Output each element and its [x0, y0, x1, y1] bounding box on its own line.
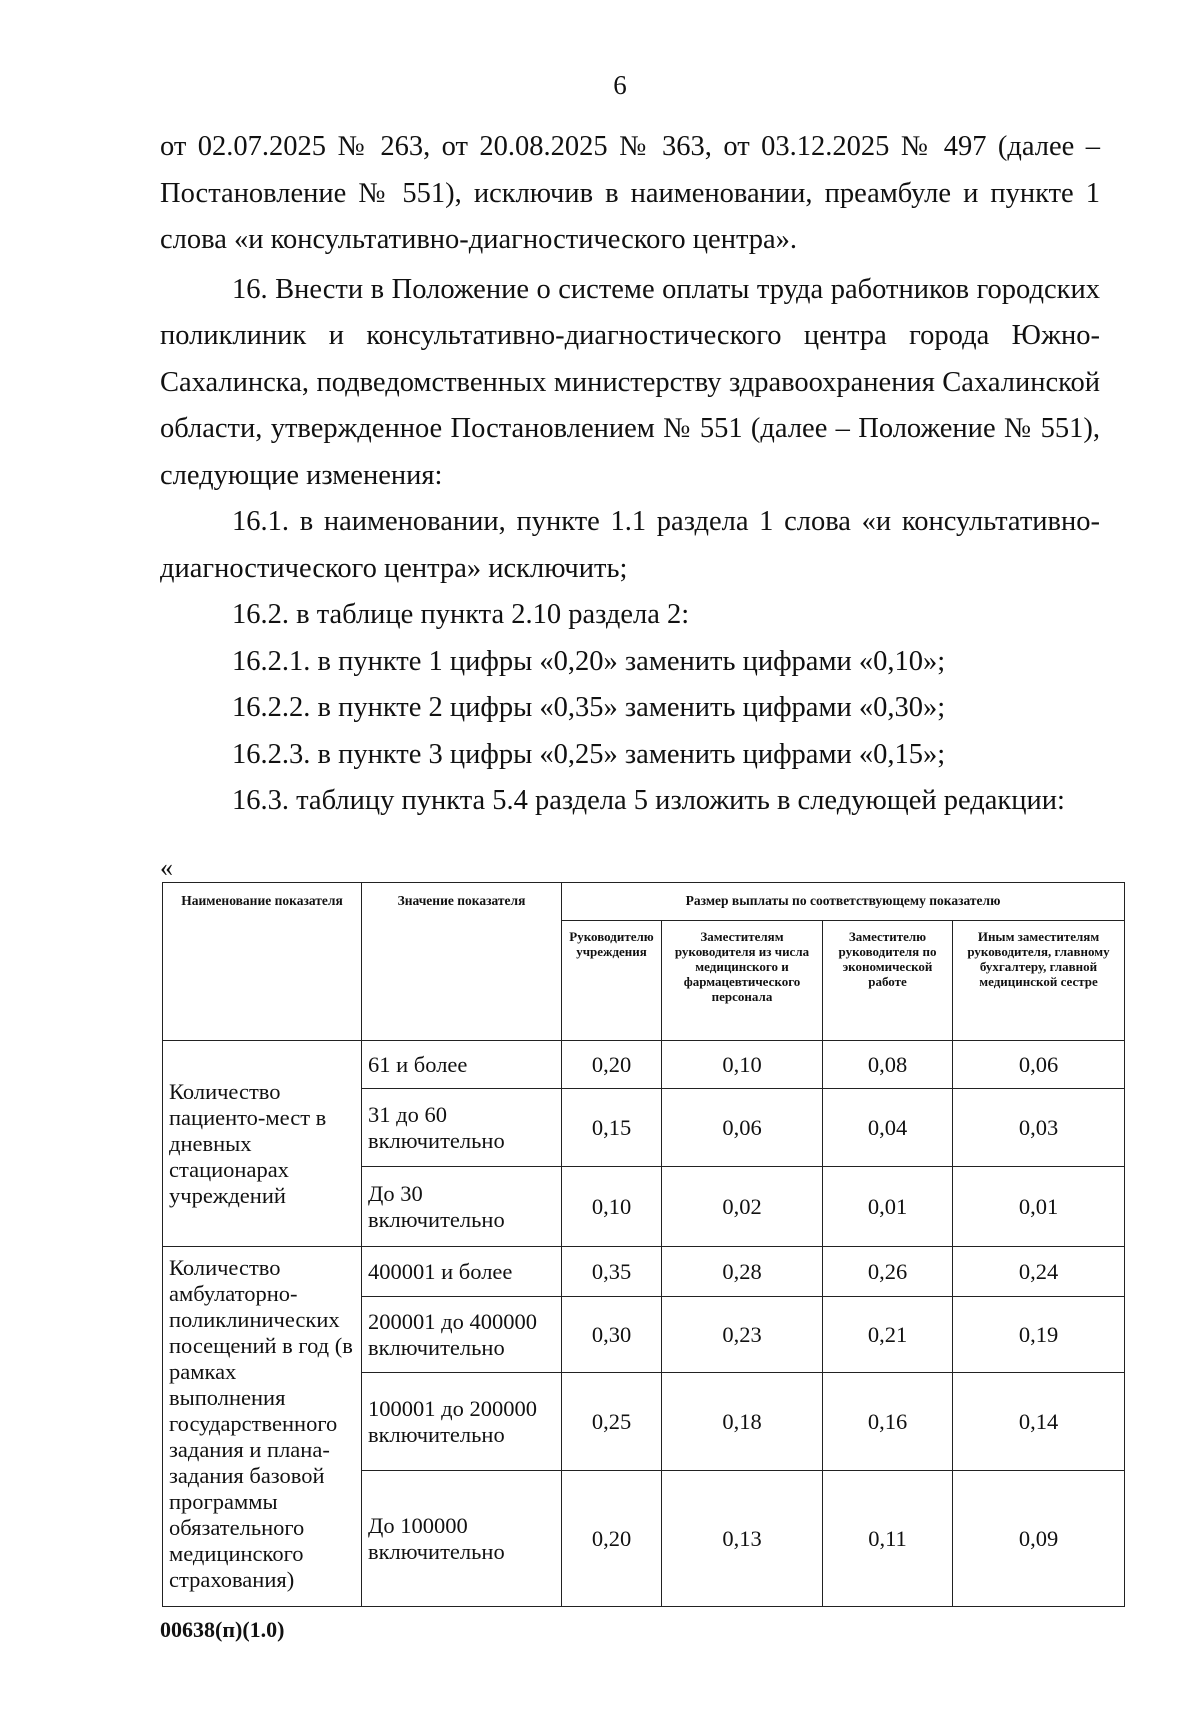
value-cell: 0,08: [823, 1041, 953, 1089]
paragraph: 16.1. в наименовании, пункте 1.1 раздела 1 слова «и консультативно-диагностического центра» исключить;: [160, 506, 1100, 584]
value-cell: 0,25: [562, 1373, 662, 1471]
table-row: [163, 1247, 1125, 1297]
value-cell: 0,02: [662, 1167, 823, 1247]
header-payment-size: Размер выплаты по соответствующему показателю: [562, 883, 1125, 921]
paragraph: 16.2. в таблице пункта 2.10 раздела 2:: [232, 599, 690, 630]
table-row: [163, 1041, 1125, 1089]
value-cell: 0,03: [953, 1089, 1125, 1167]
value-cell: 0,06: [662, 1089, 823, 1167]
indicator-range: До 100000 включительно: [362, 1471, 562, 1607]
indicator-range: 61 и более: [362, 1041, 562, 1089]
value-cell: 0,01: [823, 1167, 953, 1247]
indicator-range: 200001 до 400000 включительно: [362, 1297, 562, 1373]
value-cell: 0,19: [953, 1297, 1125, 1373]
value-cell: 0,20: [562, 1041, 662, 1089]
value-cell: 0,11: [823, 1471, 953, 1607]
page-number: 6: [613, 70, 627, 100]
value-cell: 0,10: [562, 1167, 662, 1247]
paragraph: от 02.07.2025 № 263, от 20.08.2025 № 363, от 03.12.2025 № 497 (далее – Постановление № 551), исключив в наименовании, преамбуле и пункте 1 слова «и консультативно-диагностического центра».: [160, 131, 1100, 255]
value-cell: 0,01: [953, 1167, 1125, 1247]
value-cell: 0,23: [662, 1297, 823, 1373]
value-cell: 0,35: [562, 1247, 662, 1297]
value-cell: 0,10: [662, 1041, 823, 1089]
paragraph: 16.2.2. в пункте 2 цифры «0,35» заменить цифрами «0,30»;: [232, 692, 946, 723]
header-deputies-medical: Заместителям руководителя из числа медицинского и фармацевтического персонала: [662, 921, 823, 1041]
value-cell: 0,26: [823, 1247, 953, 1297]
body-text: [160, 124, 1100, 825]
value-cell: 0,15: [562, 1089, 662, 1167]
indicator-range: 31 до 60 включительно: [362, 1089, 562, 1167]
paragraph: 16.3. таблицу пункта 5.4 раздела 5 изложить в следующей редакции:: [232, 785, 1065, 816]
value-cell: 0,04: [823, 1089, 953, 1167]
header-deputy-economic: Заместителю руководителя по экономической работе: [823, 921, 953, 1041]
indicator-range: 100001 до 200000 включительно: [362, 1373, 562, 1471]
value-cell: 0,21: [823, 1297, 953, 1373]
indicator-name: Количество пациенто-мест в дневных стационарах учреждений: [163, 1041, 362, 1247]
indicator-range: До 30 включительно: [362, 1167, 562, 1247]
value-cell: 0,16: [823, 1373, 953, 1471]
value-cell: 0,14: [953, 1373, 1125, 1471]
header-indicator-name: Наименование показателя: [163, 883, 362, 1041]
value-cell: 0,24: [953, 1247, 1125, 1297]
document-code: 00638(п)(1.0): [160, 1617, 285, 1642]
value-cell: 0,06: [953, 1041, 1125, 1089]
indicator-name: Количество амбулаторно-поликлинических посещений в год (в рамках выполнения государственного задания и плана-задания базовой программы обязательного медицинского страхования): [163, 1247, 362, 1607]
paragraph: 16.2.3. в пункте 3 цифры «0,25» заменить цифрами «0,15»;: [232, 738, 946, 770]
value-cell: 0,18: [662, 1373, 823, 1471]
value-cell: 0,13: [662, 1471, 823, 1607]
payment-table: [162, 882, 1125, 1607]
value-cell: 0,28: [662, 1247, 823, 1297]
value-cell: 0,30: [562, 1297, 662, 1373]
header-indicator-value: Значение показателя: [362, 883, 562, 1041]
paragraph: 16.2.1. в пункте 1 цифры «0,20» заменить цифрами «0,10»;: [232, 645, 946, 677]
opening-quote: «: [160, 853, 173, 882]
value-cell: 0,20: [562, 1471, 662, 1607]
indicator-range: 400001 и более: [362, 1247, 562, 1297]
header-other-deputies: Иным заместителям руководителя, главному бухгалтеру, главной медицинской сестре: [953, 921, 1125, 1041]
value-cell: 0,09: [953, 1471, 1125, 1607]
header-head: Руководителю учреждения: [562, 921, 662, 1041]
paragraph: 16. Внести в Положение о системе оплаты труда работников городских поликлиник и консультативно-диагностического центра города Южно-Сахалинска, подведомственных министерству здравоохранения Сахалинской области, утвержденное Постановлением № 551 (далее – Положение № 551), следующие изменения:: [160, 273, 1100, 491]
